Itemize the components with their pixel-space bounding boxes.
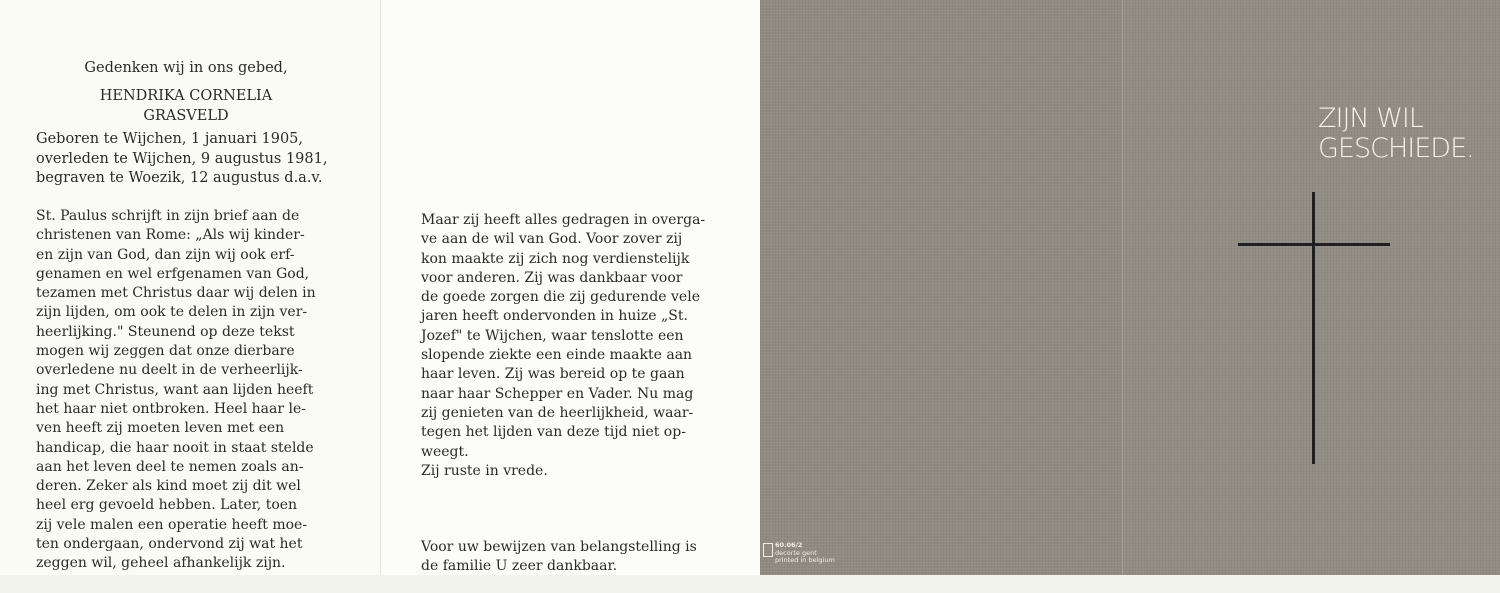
text-line: ing met Christus, want aan lijden heeft (36, 381, 314, 398)
surname-line: GRASVELD (143, 108, 229, 124)
text-line: ven heeft zij moeten leven met een (36, 420, 285, 437)
text-line: kon maakte zij zich nog verdienstelijk (421, 250, 690, 267)
text-line: christenen van Rome: „Als wij kinder- (36, 227, 305, 244)
cross-horizontal-bar (1238, 243, 1390, 246)
text-line: Jozef" te Wijchen, waar tenslotte een (421, 327, 684, 344)
printer-logo-icon (763, 543, 773, 557)
text-line: tegen het lijden van deze tijd niet op- (421, 424, 686, 441)
cross-vertical-bar (1312, 192, 1315, 464)
printer-code: 60.06/2 (775, 541, 803, 549)
text-line: tezamen met Christus daar wij delen in (36, 285, 316, 302)
text-line: weegt. (421, 443, 469, 460)
text-line: Voor uw bewijzen van belangstelling is (421, 539, 697, 555)
cover-title-line: ZIJN WIL (1318, 103, 1423, 134)
name-line: HENDRIKA CORNELIA (99, 88, 273, 104)
text-line: handicap, die haar nooit in staat stelde (36, 439, 314, 456)
text-line: overledene nu deelt in de verheerlijk- (36, 362, 303, 379)
printer-name: decorte gent (775, 548, 817, 557)
thanks-text (421, 538, 726, 577)
body-text-middle (421, 211, 726, 481)
text-line: jaren heeft ondervonden in huize „St. (421, 308, 688, 325)
text-line: mogen wij zeggen dat onze dierbare (36, 343, 295, 360)
bottom-edge (0, 575, 1500, 593)
text-line: voor anderen. Zij was dankbaar voor (421, 269, 683, 286)
text-line: aan het leven deel te nemen zoals an- (36, 458, 304, 475)
text-line: Maar zij heeft alles gedragen in overga- (421, 212, 706, 228)
text-line: het haar niet ontbroken. Heel haar le- (36, 400, 306, 417)
text-line: slopende ziekte een einde maakte aan (421, 347, 693, 364)
birth-line: Geboren te Wijchen, 1 januari 1905, (36, 131, 304, 147)
text-line: heel erg gevoeld hebben. Later, toen (36, 497, 298, 514)
deceased-name (40, 86, 332, 126)
text-line: St. Paulus schrijft in zijn brief aan de (36, 208, 300, 224)
text-line: de familie U zeer dankbaar. (421, 558, 618, 575)
cover-title (1318, 104, 1474, 164)
heading: Gedenken wij in ons gebed, (84, 60, 288, 76)
body-text-left (36, 207, 338, 574)
cover-title-line: GESCHIEDE. (1318, 133, 1474, 164)
text-line: naar haar Schepper en Vader. Nu mag (421, 385, 694, 402)
text-line: ten ondergaan, ondervond zij wat het (36, 536, 303, 553)
text-line: haar leven. Zij was bereid op te gaan (421, 366, 685, 383)
text-line: de goede zorgen die zij gedurende vele (421, 289, 700, 306)
text-line: en zijn van God, dan zijn wij ook erf- (36, 246, 295, 263)
text-line: Zij ruste in vrede. (421, 462, 548, 479)
printer-text (775, 542, 835, 565)
life-dates (36, 130, 346, 189)
front-cover-panel (1122, 0, 1500, 575)
text-line: zeggen wil, geheel afhankelijk zijn. (36, 555, 286, 572)
text-line: genamen en wel erfgenamen van God, (36, 265, 310, 282)
text-line: zijn lijden, om ook te delen in zijn ver- (36, 304, 308, 321)
text-line: heerlijking." Steunend op deze tekst (36, 323, 295, 340)
death-line: overleden te Wijchen, 9 augustus 1981, (36, 150, 328, 167)
back-cover-panel (760, 0, 1122, 575)
text-line: zij vele malen een operatie heeft moe- (36, 516, 308, 533)
printer-origin: printed in belgium (775, 556, 835, 564)
burial-line: begraven te Woezik, 12 augustus d.a.v. (36, 170, 323, 186)
text-line: ve aan de wil van God. Voor zover zij (421, 231, 683, 248)
text-line: zij genieten van de heerlijkheid, waar- (421, 404, 694, 421)
text-line: deren. Zeker als kind moet zij dit wel (36, 478, 301, 495)
